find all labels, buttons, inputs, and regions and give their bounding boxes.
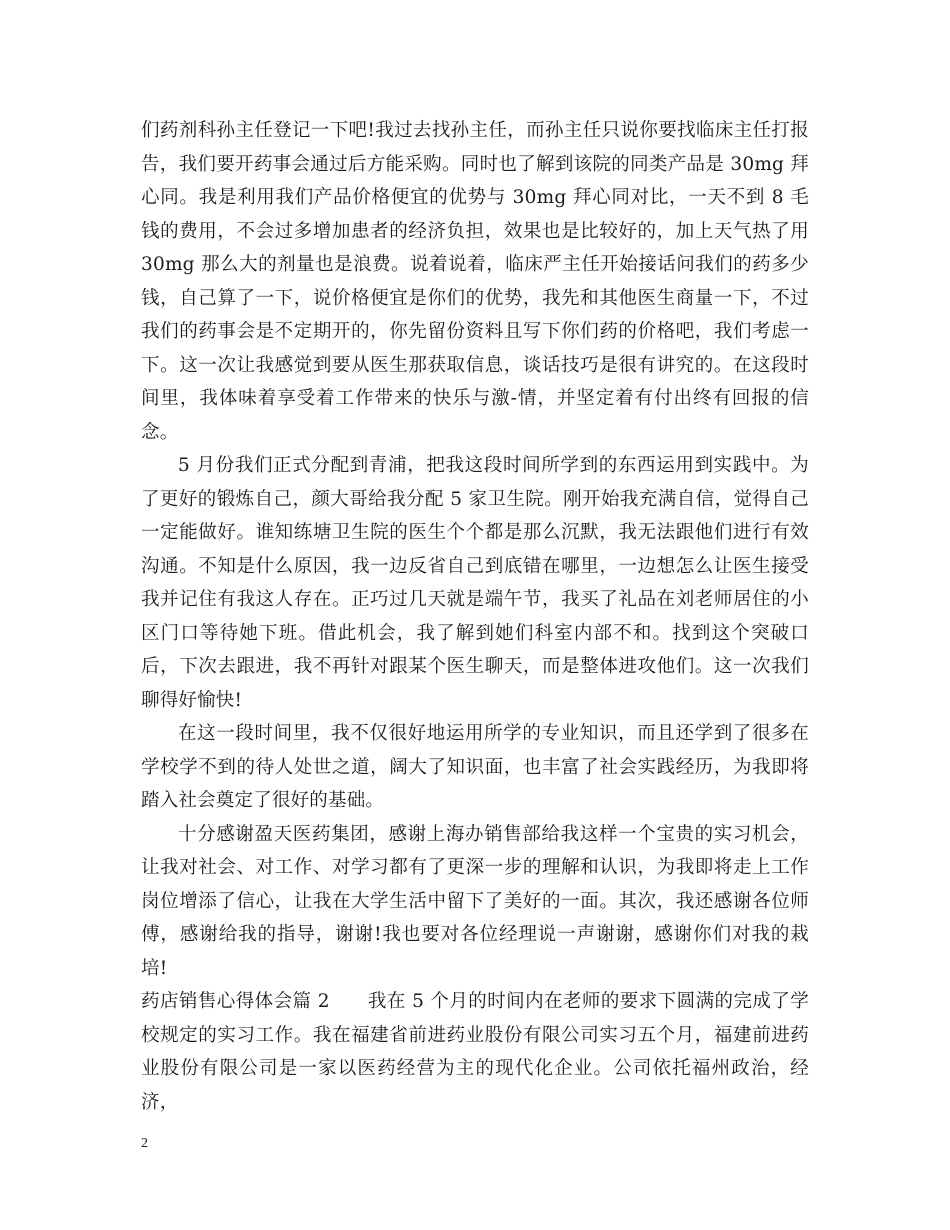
paragraph-qingpu-assignment: 5 月份我们正式分配到青浦，把我这段时间所学到的东西运用到实践中。为了更好的锻炼自己，颜大哥给我分配 5 家卫生院。刚开始我充满自信，觉得自己一定能做好。谁知练塘卫生院的医生个个都是那么沉默，我无法跟他们进行有效沟通。不知是什么原因，我一边反省自己到底错在哪里，一边想怎么让医生接受我并记住有我这人存在。正巧过几天就是端午节，我买了礼品在刘老师居住的小区门口等待她下班。借此机会，我了解到她们科室内部不和。找到这个突破口后，下次去跟进，我不再针对跟某个医生聊天，而是整体进攻他们。这一次我们聊得好愉快! [141,455,809,711]
paragraph-continuation: 们药剂科孙主任登记一下吧!我过去找孙主任，而孙主任只说你要找临床主任打报告，我们要开药事会通过后方能采购。同时也了解到该院的同类产品是 30mg 拜心同。我是利用我们产品价格便宜的优势与 30mg 拜心同对比，一天不到 8 毛钱的费用，不会过多增加患者的经济负担，效果也是比较好的，加上天气热了用 30mg 那么大的剂量也是浪费。说着说着，临床严主任开始接话问我们的药多少钱，自己算了一下，说价格便宜是你们的优势，我先和其他医生商量一下，不过我们的药事会是不定期开的，你先留份资料且写下你们药的价格吧，我们考虑一下。这一次让我感觉到要从医生那获取信息，谈话技巧是很有讲究的。在这段时间里，我体味着享受着工作带来的快乐与激-情，并坚定着有付出终有回报的信念。 [141,120,809,443]
paragraph-learning-summary: 在这一段时间里，我不仅很好地运用所学的专业知识，而且还学到了很多在学校学不到的待人处世之道，阔大了知识面，也丰富了社会实践经历，为我即将踏入社会奠定了很好的基础。 [141,723,809,811]
page-number: 2 [141,1136,148,1151]
document-body [141,114,809,1119]
paragraph-acknowledgements: 十分感谢盈天医药集团，感谢上海办销售部给我这样一个宝贵的实习机会，让我对社会、对工作、对学习都有了更深一步的理解和认识，为我即将走上工作岗位增添了信心，让我在大学生活中留下了美好的一面。其次，我还感谢各位师傅，感谢给我的指导，谢谢!我也要对各位经理说一声谢谢，感谢你们对我的栽培! [141,823,809,979]
paragraph-article-2-start: 药店销售心得体会篇 2 我在 5 个月的时间内在老师的要求下圆满的完成了学校规定的实习工作。我在福建省前进药业股份有限公司实习五个月，福建前进药业股份有限公司是一家以医药经营为主的现代化企业。公司依托福州政治，经济， [141,991,809,1113]
